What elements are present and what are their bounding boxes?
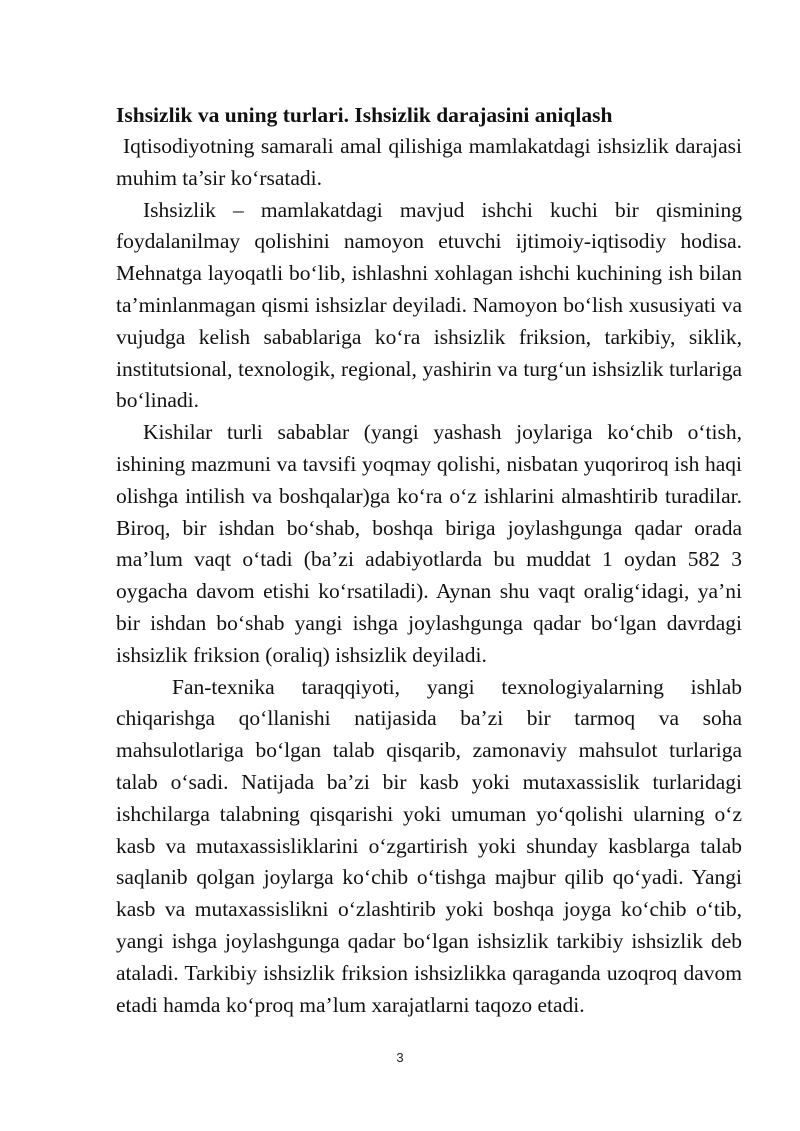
paragraph-intro: Iqtisodiyotning samarali amal qilishiga mamlakatdagi ishsizlik darajasi muhim ta’sir ko‘rsatadi. — [116, 134, 742, 190]
document-body — [116, 99, 742, 1021]
section-heading: Ishsizlik va uning turlari. Ishsizlik darajasini aniqlash — [116, 103, 613, 127]
paragraph-definition: Ishsizlik – mamlakatdagi mavjud ishchi kuchi bir qismining foydalanilmay qolishini namoyon etuvchi ijtimoiy-iqtisodiy hodisa. Mehnatga layoqatli bo‘lib, ishlashni xohlagan ishchi kuchining ish bilan ta’minlanmagan qismi ishsizlar deyiladi. Namoyon bo‘lish xususiyati va vujudga kelish sabablariga ko‘ra ishsizlik friksion, tarkibiy, siklik, institutsional, texnologik, regional, yashirin va turg‘un ishsizlik turlariga bo‘linadi. — [116, 197, 742, 413]
paragraph-frictional: Kishilar turli sabablar (yangi yashash joylariga ko‘chib o‘tish, ishining mazmuni va tavsifi yoqmay qolishi, nisbatan yuqoriroq ish haqi olishga intilish va boshqalar)ga ko‘ra o‘z ishlarini almashtirib turadilar. Biroq, bir ishdan bo‘shab, boshqa biriga joylashgunga qadar orada ma’lum vaqt o‘tadi (ba’zi adabiyotlarda bu muddat 1 oydan 582 3 oygacha davom etishi ko‘rsatiladi). Aynan shu vaqt oralig‘idagi, ya’ni bir ishdan bo‘shab yangi ishga joylashgunga qadar bo‘lgan davrdagi ishsizlik friksion (oraliq) ishsizlik deyiladi. — [116, 420, 742, 667]
page-number: 3 — [396, 1050, 404, 1065]
paragraph-structural: Fan-texnika taraqqiyoti, yangi texnologiyalarning ishlab chiqarishga qo‘llanishi natijasida ba’zi bir tarmoq va soha mahsulotlariga bo‘lgan talab qisqarib, zamonaviy mahsulot turlariga talab o‘sadi. Natijada ba’zi bir kasb yoki mutaxassislik turlaridagi ishchilarga talabning qisqarishi yoki umuman yo‘qolishi ularning o‘z kasb va mutaxassisliklarini o‘zgartirish yoki shunday kasblarga talab saqlanib qolgan joylarga ko‘chib o‘tishga majbur qilib qo‘yadi. Yangi kasb va mutaxassislikni o‘zlashtirib yoki boshqa joyga ko‘chib o‘tib, yangi ishga joylashgunga qadar bo‘lgan ishsizlik tarkibiy ishsizlik deb ataladi. Tarkibiy ishsizlik friksion ishsizlikka qaraganda uzoqroq davom etadi hamda ko‘proq ma’lum xarajatlarni taqozo etadi. — [116, 674, 742, 1017]
